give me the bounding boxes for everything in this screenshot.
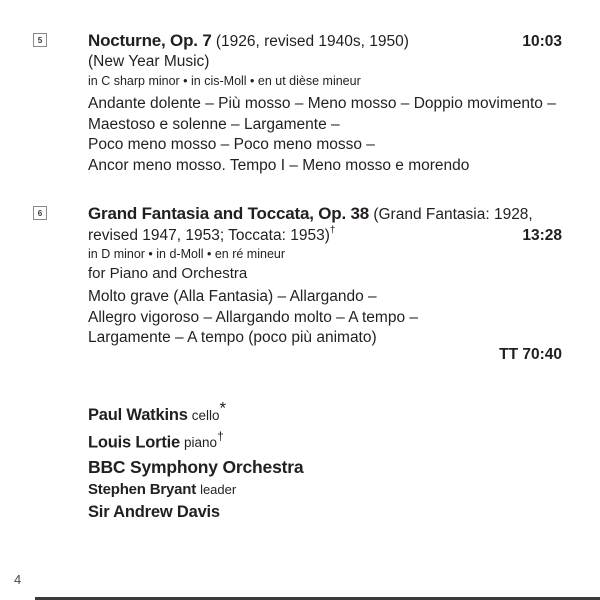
track6-scoring: for Piano and Orchestra: [88, 265, 248, 282]
dagger-marker: †: [329, 225, 336, 236]
track6-duration: 13:28: [522, 227, 562, 245]
track5-title-dates: (1926, revised 1940s, 1950): [211, 33, 409, 50]
track6-title-line2-text: revised 1947, 1953; Toccata: 1953): [88, 227, 330, 245]
credit-soloist-cello: [88, 398, 227, 425]
orchestra-name: BBC Symphony Orchestra: [88, 457, 304, 477]
track5-movement-line: Andante dolente – Più mosso – Meno mosso – Doppio movimento –: [88, 95, 556, 112]
track5-keys: in C sharp minor • in cis-Moll • en ut dièse mineur: [88, 74, 361, 88]
performer-name: Stephen Bryant: [88, 481, 197, 498]
credit-leader: [88, 481, 236, 499]
credit-soloist-piano: [88, 430, 224, 452]
track5-title-main: Nocturne, Op. 7: [88, 31, 212, 50]
track6-title-row-2: [88, 226, 562, 245]
track6-movement-line: Largamente – A tempo (poco più animato): [88, 329, 377, 346]
track6-title-dates-2: [88, 226, 335, 245]
track6-movements: [88, 287, 570, 349]
track6-title-main: Grand Fantasia and Toccata, Op. 38: [88, 204, 370, 223]
performer-name: Paul Watkins: [88, 406, 188, 424]
performer-name: Louis Lortie: [88, 433, 181, 452]
track6-title: [88, 204, 533, 224]
conductor-name: Sir Andrew Davis: [88, 503, 220, 521]
track-number-box-6: [33, 206, 47, 220]
performer-role: cello: [191, 408, 220, 423]
track-number-5: 5: [37, 35, 43, 45]
track5-title: [88, 31, 409, 51]
total-time: TT 70:40: [499, 346, 562, 363]
track5-duration: 10:03: [522, 33, 562, 50]
track5-movement-line: Ancor meno mosso. Tempo I – Meno mosso e morendo: [88, 156, 470, 174]
track5-movements: [88, 94, 570, 176]
track-number-box-5: [33, 33, 47, 47]
performer-role: leader: [200, 482, 237, 497]
page-number: 4: [14, 572, 22, 587]
track5-subtitle: (New Year Music): [88, 53, 210, 70]
track6-movement-line: Molto grave (Alla Fantasia) – Allargando –: [88, 288, 377, 305]
dagger-marker: †: [217, 429, 224, 443]
track-number-6: 6: [37, 208, 43, 218]
track5-title-row: [88, 31, 562, 51]
track5-movement-line: Maestoso e solenne – Largamente –: [88, 115, 340, 133]
credit-conductor: [88, 503, 220, 522]
performer-role: piano: [184, 435, 218, 451]
track6-title-dates: (Grand Fantasia: 1928,: [369, 206, 533, 223]
track6-title-row: [88, 204, 562, 224]
track6-keys: in D minor • in d-Moll • en ré mineur: [88, 247, 286, 261]
asterisk-marker: *: [219, 398, 227, 418]
track5-movement-line: Poco meno mosso – Poco meno mosso –: [88, 136, 375, 153]
track6-movement-line: Allegro vigoroso – Allargando molto – A tempo –: [88, 308, 419, 326]
credit-orchestra: [88, 457, 303, 478]
